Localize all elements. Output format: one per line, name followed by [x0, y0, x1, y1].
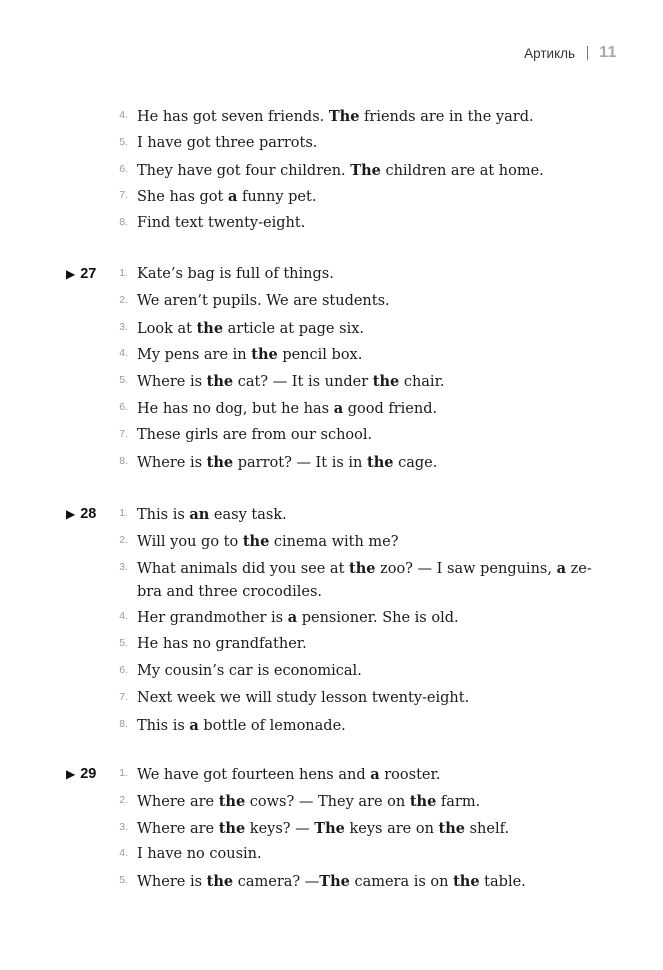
- article-answer: a: [189, 716, 199, 734]
- item-text: [137, 185, 597, 209]
- article-answer: the: [438, 819, 465, 837]
- item-number: 7.: [119, 690, 128, 703]
- item-number: 7.: [119, 189, 128, 202]
- sentence-fragment: cinema with me?: [269, 533, 399, 550]
- sentence-fragment: pensioner. She is old.: [297, 610, 459, 627]
- sentence-fragment: We aren’t pupils. We are students.: [137, 292, 390, 309]
- item-number: 3.: [119, 560, 128, 573]
- exercise-number-label: 29: [80, 766, 97, 782]
- sentence-fragment: This is: [137, 717, 190, 734]
- sentence-fragment: children are at home.: [380, 162, 544, 179]
- running-head: [524, 44, 617, 62]
- sentence-fragment: camera is on: [349, 874, 454, 891]
- sentence-fragment: parrot? — It is in: [233, 454, 367, 471]
- sentence-fragment: camera? —: [233, 874, 320, 891]
- item-number: 6.: [119, 664, 128, 676]
- sentence-fragment: pencil box.: [277, 347, 363, 364]
- page-number: 11: [599, 44, 617, 61]
- article-answer: a: [287, 609, 298, 627]
- item-number: 5.: [119, 637, 128, 650]
- sentence-fragment: keys are on: [344, 820, 439, 837]
- item-text: [137, 870, 597, 894]
- article-answer: the: [372, 373, 400, 391]
- item-number: 8.: [119, 454, 128, 467]
- sentence-fragment: Where is: [137, 874, 207, 891]
- sentence-fragment: He has no dog, but he has: [137, 401, 334, 417]
- item-number: 4.: [119, 610, 128, 623]
- item-text: [137, 817, 597, 841]
- article-answer: an: [189, 506, 210, 523]
- sentence-fragment: table.: [479, 874, 526, 891]
- item-text: [137, 132, 597, 155]
- item-number: 5.: [119, 874, 128, 887]
- sentence-fragment: funny pet.: [237, 189, 317, 206]
- sentence-fragment: Where is: [137, 454, 207, 471]
- item-number: 1.: [119, 507, 128, 519]
- item-text: [137, 212, 597, 235]
- sentence-fragment: These girls are from our school.: [137, 426, 373, 443]
- sentence-fragment: Where is: [137, 374, 207, 391]
- sentence-fragment: shelf.: [465, 820, 510, 837]
- sentence-fragment: I have no cousin.: [137, 846, 262, 863]
- item-number: 5.: [119, 135, 128, 148]
- item-number: 2.: [119, 533, 128, 546]
- article-answer: the: [206, 453, 234, 471]
- item-number: 4.: [119, 347, 128, 360]
- item-text: [137, 503, 597, 527]
- sentence-fragment: Look at: [137, 320, 197, 337]
- item-number: 1.: [119, 767, 128, 779]
- sentence-fragment: chair.: [399, 374, 445, 391]
- sentence-fragment: He has no grandfather.: [137, 636, 307, 653]
- article-answer: the: [251, 346, 278, 364]
- item-number: 7.: [119, 427, 128, 440]
- item-text: [137, 606, 597, 630]
- sentence-fragment: friends are in the yard.: [359, 109, 534, 125]
- item-text: [137, 790, 597, 814]
- sentence-fragment: I have got three parrots.: [137, 134, 318, 151]
- article-answer: the: [206, 373, 234, 391]
- sentence-fragment: cage.: [393, 454, 438, 471]
- item-number: 1.: [119, 267, 128, 279]
- article-answer: the: [349, 559, 376, 577]
- sentence-fragment: ze-: [565, 560, 592, 577]
- item-number: 2.: [119, 293, 128, 306]
- sentence-fragment: cows? — They are on: [245, 793, 410, 810]
- item-text: [137, 843, 597, 866]
- exercise-number-label: 28: [80, 506, 97, 522]
- sentence-fragment: Her grandmother is: [137, 610, 288, 627]
- sentence-fragment: farm.: [436, 793, 481, 810]
- sentence-fragment: good friend.: [343, 401, 438, 417]
- sentence-fragment: Kate’s bag is full of things.: [137, 266, 334, 282]
- item-number: 6.: [119, 401, 128, 413]
- sentence-fragment: bra and three crocodiles.: [137, 583, 323, 600]
- sentence-fragment: This is: [137, 507, 190, 523]
- item-text: [137, 763, 597, 787]
- item-text: [137, 159, 597, 183]
- item-text: [137, 530, 597, 554]
- item-text: [137, 714, 597, 738]
- play-triangle-icon: ▶: [66, 767, 76, 781]
- article-answer: the: [409, 792, 437, 810]
- item-text: [137, 317, 597, 341]
- exercise-number: [66, 503, 96, 525]
- exercise-number-label: 27: [80, 266, 97, 282]
- item-number: 3.: [119, 320, 128, 333]
- item-number: 5.: [119, 374, 128, 387]
- sentence-fragment: Where are: [137, 820, 219, 837]
- sentence-fragment: cat? — It is under: [233, 374, 373, 391]
- article-answer: a: [556, 559, 566, 577]
- sentence-fragment: We have got fourteen hens and: [137, 767, 371, 783]
- sentence-fragment: What animals did you see at: [137, 560, 349, 577]
- item-text: [137, 290, 597, 313]
- sentence-fragment: Where are: [137, 793, 219, 810]
- article-answer: the: [218, 792, 246, 810]
- article-answer: the: [367, 453, 394, 471]
- item-text: [137, 687, 597, 710]
- item-number: 8.: [119, 717, 128, 730]
- article-answer: the: [242, 532, 270, 550]
- item-text: [137, 397, 597, 421]
- sentence-fragment: Find text twenty-eight.: [137, 215, 306, 232]
- sentence-fragment: easy task.: [209, 507, 287, 523]
- play-triangle-icon: ▶: [66, 267, 76, 281]
- exercise-number: [66, 263, 96, 285]
- play-triangle-icon: ▶: [66, 507, 76, 521]
- item-number: 6.: [119, 162, 128, 175]
- sentence-fragment: Will you go to: [137, 533, 243, 550]
- article-answer: a: [333, 400, 344, 417]
- exercise-number: [66, 763, 96, 785]
- article-answer: The: [319, 873, 350, 891]
- sentence-fragment: bottle of lemonade.: [198, 717, 346, 734]
- item-number: 4.: [119, 847, 128, 860]
- article-answer: a: [370, 766, 380, 783]
- sentence-fragment: She has got: [137, 189, 228, 206]
- sentence-fragment: My cousin’s car is economical.: [137, 663, 362, 679]
- article-answer: the: [218, 819, 246, 837]
- article-answer: The: [314, 819, 345, 837]
- article-answer: The: [350, 161, 381, 179]
- article-answer: The: [328, 108, 360, 125]
- sentence-fragment: keys? —: [245, 820, 315, 837]
- item-number: 3.: [119, 820, 128, 833]
- item-number: 2.: [119, 793, 128, 806]
- item-text: [137, 105, 597, 129]
- article-answer: a: [227, 188, 238, 206]
- item-text: [137, 263, 597, 286]
- header-divider: [587, 46, 588, 60]
- article-answer: the: [453, 873, 480, 891]
- sentence-fragment: Next week we will study lesson twenty-eight.: [137, 689, 470, 706]
- sentence-fragment: zoo? — I saw penguins,: [375, 560, 557, 577]
- item-number: 8.: [119, 216, 128, 229]
- item-number: 4.: [119, 109, 128, 121]
- sentence-fragment: He has got seven friends.: [137, 109, 329, 125]
- item-text: [137, 424, 597, 447]
- item-text: [137, 633, 597, 656]
- section-title: Артикль: [524, 45, 576, 61]
- sentence-fragment: rooster.: [379, 767, 441, 783]
- item-text: [137, 660, 597, 683]
- item-text: [137, 557, 597, 604]
- item-text: [137, 343, 597, 367]
- item-text: [137, 370, 597, 394]
- item-text: [137, 451, 597, 475]
- sentence-fragment: article at page six.: [223, 320, 364, 337]
- sentence-fragment: They have got four children.: [137, 162, 351, 179]
- sentence-fragment: My pens are in: [137, 347, 252, 364]
- article-answer: the: [196, 319, 224, 337]
- article-answer: the: [206, 873, 234, 891]
